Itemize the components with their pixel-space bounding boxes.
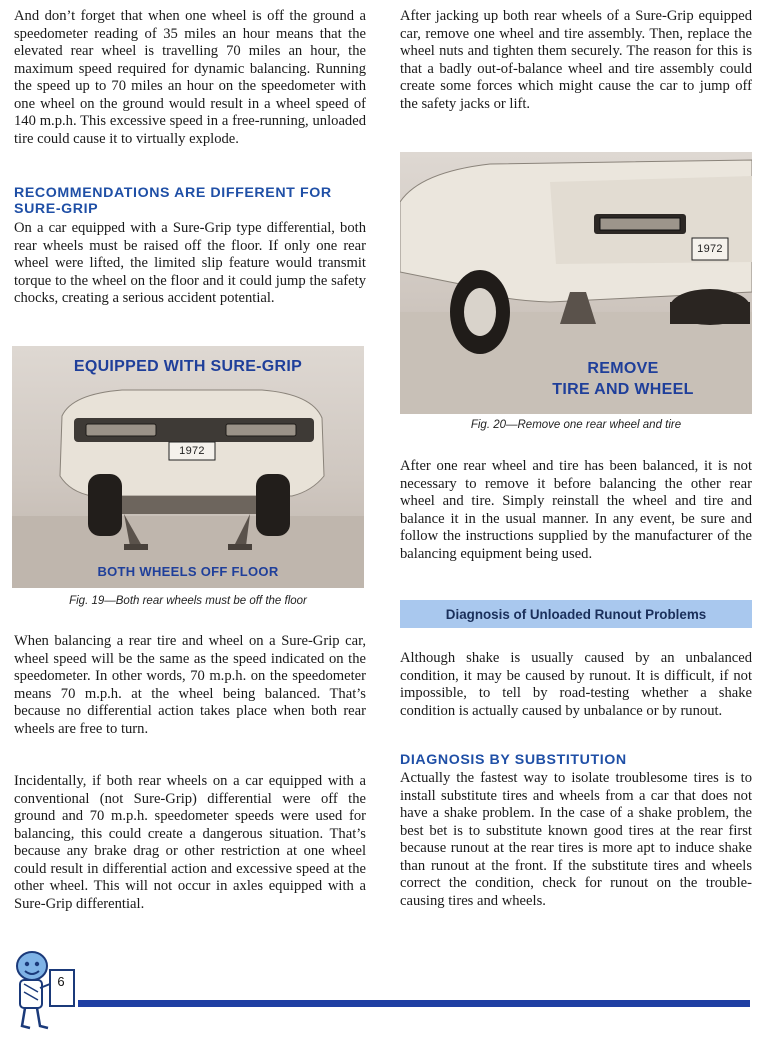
mascot-icon (10, 948, 76, 1032)
figure-20-caption: Fig. 20—Remove one rear wheel and tire (470, 419, 682, 431)
after-balance-paragraph: After one rear wheel and tire has been balanced, it is not necessary to remove it before balancing the other rear wheel and tire. Simply reinstall the wheel and tire and balance it in the usual manner. In any event, be sure and follow the instructions supplied by the manufacturer of the balancing equipment being used. (400, 458, 752, 562)
sure-grip-heading (14, 185, 374, 217)
diagnosis-banner (400, 600, 752, 628)
figure-20-label (518, 358, 728, 400)
footer-rule (78, 1000, 750, 1007)
figure-20-label-line1: REMOVE (587, 360, 659, 377)
figure-20-photo (400, 152, 752, 414)
substitution-paragraph: Actually the fastest way to isolate troublesome tires is to install substitute tires and wheels from a car that does not have a shake problem. In the case of a shake problem, the best bet is to substitute known good tires at the rear first because runout at the rear tires is more apt to induce shake than runout at the front. If the substitute tires and wheels correct the condition, check for runout on the trouble-causing tires and wheels. (400, 770, 752, 909)
shake-paragraph: Although shake is usually caused by an unbalanced condition, it may be caused by runout. It is difficult, if not impossible, to tell by road-testing whether a shake condition is actually caused by unbalance or by runout. (400, 650, 752, 719)
sure-grip-heading-line2: SURE-GRIP (14, 201, 99, 217)
car-rear-illustration (12, 346, 364, 588)
substitution-heading: DIAGNOSIS BY SUBSTITUTION (400, 752, 627, 768)
figure-19-bottom-label: BOTH WHEELS OFF FLOOR (97, 564, 279, 579)
recommendation-paragraph: On a car equipped with a Sure-Grip type differential, both rear wheels must be raised off the floor. If only one rear wheel were lifted, the limited slip feature would transmit torque to the wheel on the floor and it could jump the safety chocks, creating a serious accident potential. (14, 220, 366, 306)
sure-grip-heading-line1: RECOMMENDATIONS ARE DIFFERENT FOR (14, 185, 332, 201)
figure-20-plate: 1972 (697, 243, 723, 255)
figure-19-photo (12, 346, 364, 588)
conventional-paragraph: Incidentally, if both rear wheels on a car equipped with a conventional (not Sure-Grip) differential were off the ground and 70 m.p.h. speedometer speeds were used for balancing, this could create a dangerous situation. That’s because any brake drag or other restriction at one wheel could result in differential action and excessive speed at the other wheel. This will not occur in axles equipped with a Sure-Grip differential. (14, 773, 366, 912)
diagnosis-banner-title: Diagnosis of Unloaded Runout Problems (445, 606, 707, 622)
figure-20-label-line2: TIRE AND WHEEL (552, 381, 694, 398)
balancing-paragraph: When balancing a rear tire and wheel on a Sure-Grip car, wheel speed will be the same as the speed indicated on the speedometer. In other words, 70 m.p.h. on the speedometer means 70 m.p.h. at the wheel being balanced. That’s because no differential action takes place when both rear wheels are free to turn. (14, 633, 366, 737)
page-number: 6 (57, 974, 65, 989)
intro-paragraph: And don’t forget that when one wheel is off the ground a speedometer reading of 35 miles an hour means that the elevated rear wheel is travelling 70 miles an hour, the maximum speed required for dynamic balancing. Running the speed up to 70 miles an hour on the speedometer with one wheel on the ground would result in a wheel speed of 140 m.p.h. This excessive speed in a free-running, unloaded tire could cause it to virtually explode. (14, 8, 366, 147)
figure-19-top-label: EQUIPPED WITH SURE-GRIP (73, 358, 303, 375)
figure-19-plate: 1972 (179, 445, 205, 457)
jacking-paragraph: After jacking up both rear wheels of a Sure-Grip equipped car, remove one wheel and tire assembly. Then, replace the wheel nuts and tighten them securely. The reason for this is that a badly out-of-balance wheel and tire assembly could create some forces which might cause the car to jump off the safety jacks or lift. (400, 8, 752, 112)
figure-19-caption: Fig. 19—Both rear wheels must be off the floor (69, 595, 307, 607)
